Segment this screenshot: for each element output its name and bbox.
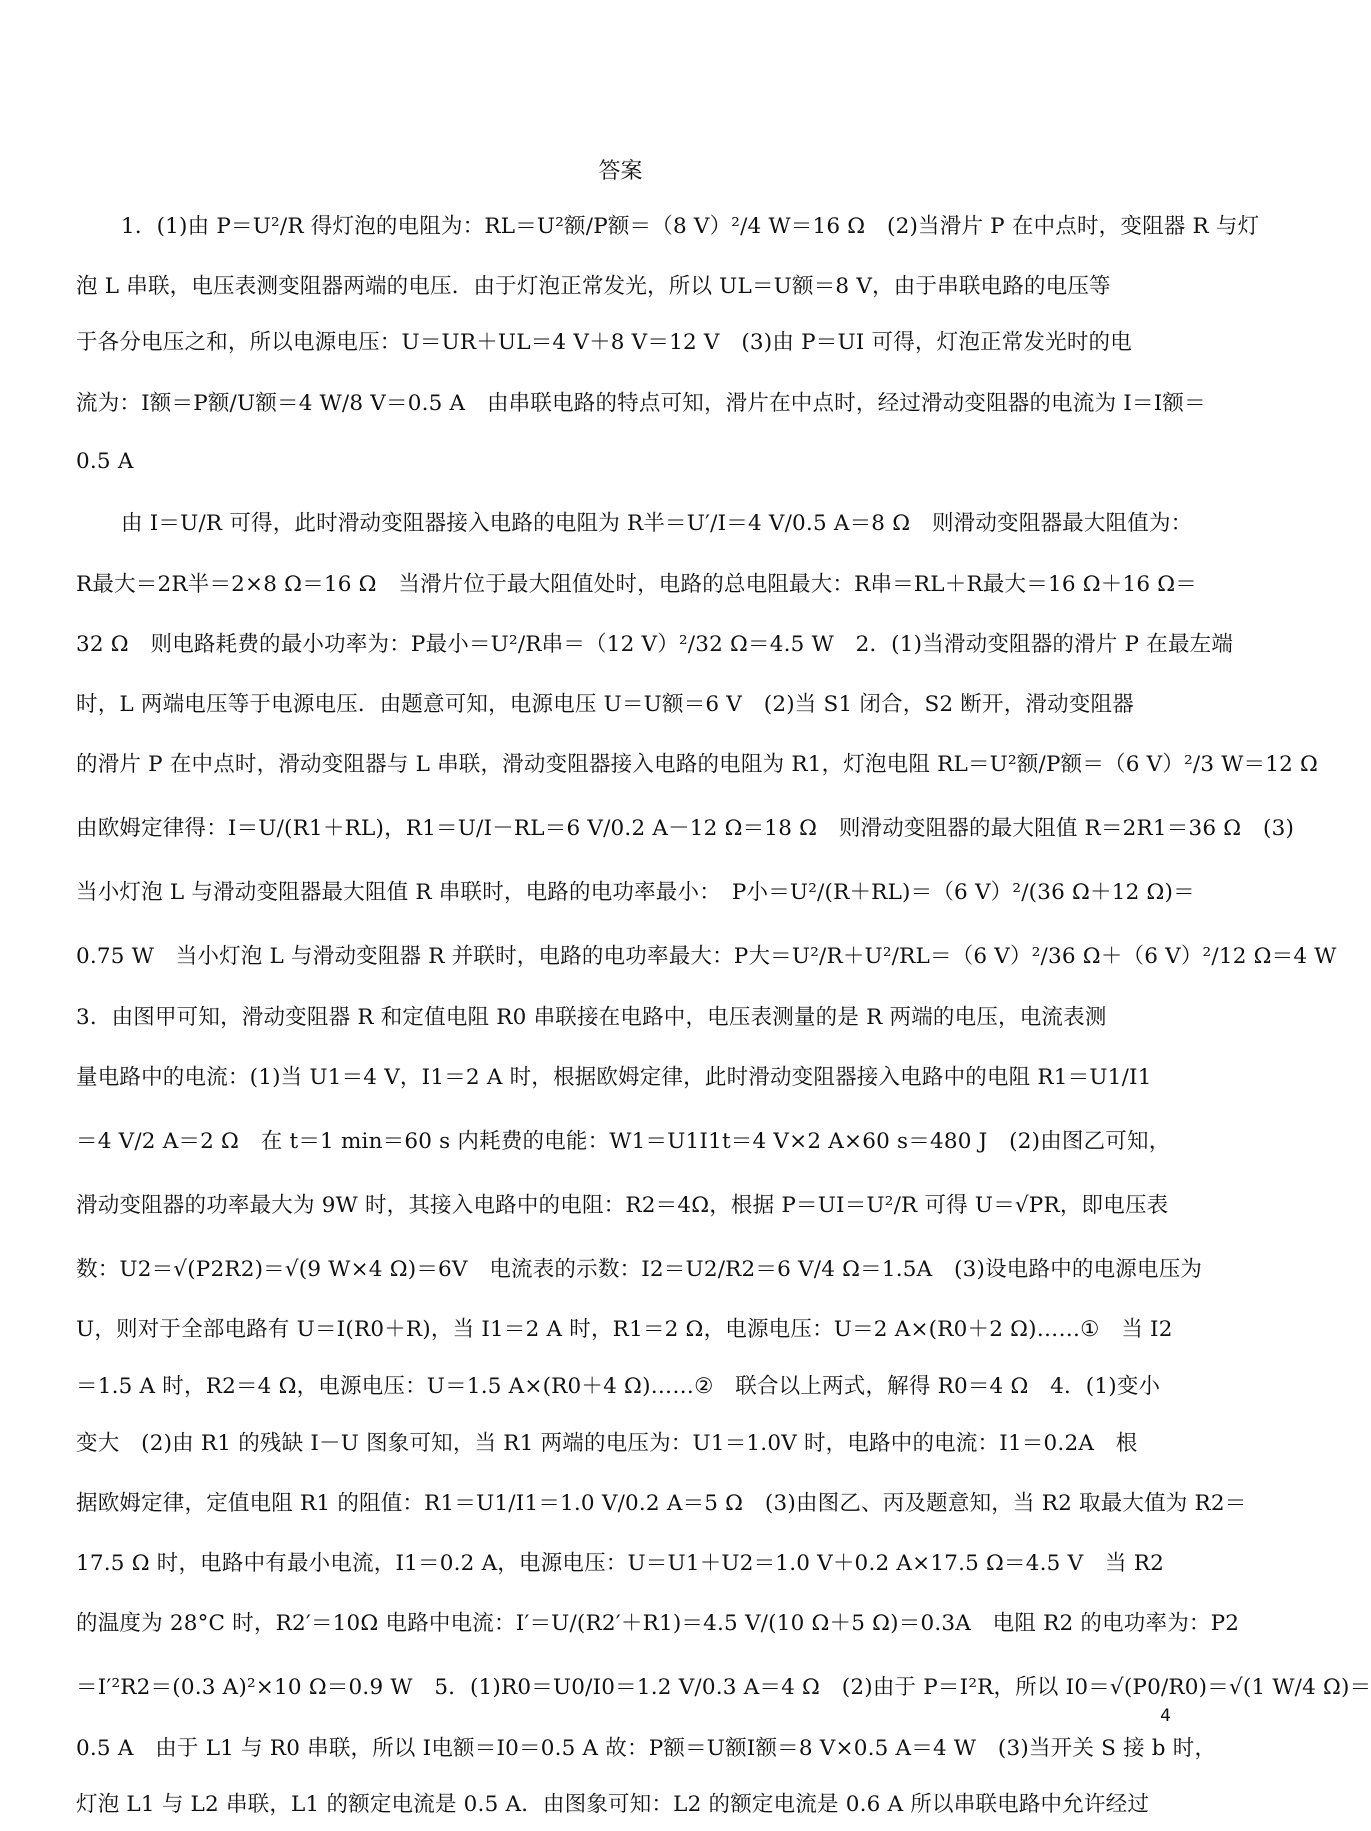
- text-line: 据欧姆定律，定值电阻 R1 的阻值：R1＝U1/I1＝1.0 V/0.2 A＝5 Ω (3)由图乙、丙及题意知，当 R2 取最大值为 R2＝: [76, 1490, 1247, 1516]
- text-line: 时，L 两端电压等于电源电压．由题意可知，电源电压 U＝U额＝6 V (2)当 S1 闭合，S2 断开，滑动变阻器: [76, 692, 1134, 718]
- text-line: U，则对于全部电路有 U＝I(R0＋R)，当 I1＝2 A 时，R1＝2 Ω，电源电压：U＝2 A×(R0＋2 Ω)……① 当 I2: [76, 1317, 1173, 1343]
- text-line: 32 Ω 则电路耗费的最小功率为：P最小＝U²/R串＝（12 V）²/32 Ω＝4.5 W 2．(1)当滑动变阻器的滑片 P 在最左端: [76, 631, 1234, 657]
- text-line: 当小灯泡 L 与滑动变阻器最大阻值 R 串联时，电路的电功率最小： P小＝U²/(R＋RL)＝（6 V）²/(36 Ω＋12 Ω)＝: [76, 880, 1195, 906]
- text-line: 0.75 W 当小灯泡 L 与滑动变阻器 R 并联时，电路的电功率最大：P大＝U²/R＋U²/RL＝（6 V）²/36 Ω＋（6 V）²/12 Ω＝4 W: [76, 944, 1337, 970]
- text-line: 的温度为 28°C 时，R2′＝10Ω 电路中电流：I′＝U/(R2′＋R1)＝4.5 V/(10 Ω＋5 Ω)＝0.3A 电阻 R2 的电功率为：P2: [76, 1611, 1240, 1637]
- text-line: 量电路中的电流：(1)当 U1＝4 V，I1＝2 A 时，根据欧姆定律，此时滑动变阻器接入电路中的电阻 R1＝U1/I1: [76, 1065, 1152, 1091]
- text-line: 0.5 A 由于 L1 与 R0 串联，所以 I电额＝I0＝0.5 A 故：P额＝U额I额＝8 V×0.5 A＝4 W (3)当开关 S 接 b 时，: [76, 1735, 1217, 1761]
- text-line: 17.5 Ω 时，电路中有最小电流，I1＝0.2 A，电源电压：U＝U1＋U2＝1.0 V＋0.2 A×17.5 Ω＝4.5 V 当 R2: [76, 1551, 1165, 1577]
- text-line: 由欧姆定律得：I＝U/(R1＋RL)，R1＝U/I－RL＝6 V/0.2 A－12 Ω＝18 Ω 则滑动变阻器的最大阻值 R＝2R1＝36 Ω (3): [76, 816, 1295, 842]
- text-line: 流为：I额＝P额/U额＝4 W/8 V＝0.5 A 由串联电路的特点可知，滑片在中点时，经过滑动变阻器的电流为 I＝I额＝: [76, 390, 1206, 416]
- text-line: 灯泡 L1 与 L2 串联，L1 的额定电流是 0.5 A．由图象可知：L2 的额定电流是 0.6 A 所以串联电路中允许经过: [76, 1792, 1150, 1818]
- text-line: 的滑片 P 在中点时，滑动变阻器与 L 串联，滑动变阻器接入电路的电阻为 R1，灯泡电阻 RL＝U²额/P额＝（6 V）²/3 W＝12 Ω: [76, 752, 1319, 778]
- text-line: 1．(1)由 P＝U²/R 得灯泡的电阻为：RL＝U²额/P额＝（8 V）²/4 W＝16 Ω (2)当滑片 P 在中点时，变阻器 R 与灯: [121, 213, 1260, 239]
- text-line: ＝4 V/2 A＝2 Ω 在 t＝1 min＝60 s 内耗费的电能：W1＝U1I1t＝4 V×2 A×60 s＝480 J (2)由图乙可知，: [76, 1129, 1171, 1155]
- page-title: 答案: [598, 159, 643, 184]
- text-line: ＝I′²R2＝(0.3 A)²×10 Ω＝0.9 W 5．(1)R0＝U0/I0＝1.2 V/0.3 A＝4 Ω (2)由于 P＝I²R，所以 I0＝√(P0/R0)＝√(1 W/4 Ω)＝: [76, 1675, 1371, 1701]
- text-line: 变大 (2)由 R1 的残缺 I－U 图象可知，当 R1 两端的电压为：U1＝1.0V 时，电路中的电流：I1＝0.2A 根: [76, 1430, 1138, 1456]
- answer-body: [76, 192, 1371, 1831]
- text-line: 滑动变阻器的功率最大为 9W 时，其接入电路中的电阻：R2＝4Ω，根据 P＝UI＝U²/R 可得 U＝√PR，即电压表: [76, 1193, 1169, 1219]
- text-line: R最大＝2R半＝2×8 Ω＝16 Ω 当滑片位于最大阻值处时，电路的总电阻最大：R串＝RL＋R最大＝16 Ω＋16 Ω＝: [76, 571, 1197, 597]
- text-line: 数：U2＝√(P2R2)＝√(9 W×4 Ω)＝6V 电流表的示数：I2＝U2/R2＝6 V/4 Ω＝1.5A (3)设电路中的电源电压为: [76, 1257, 1203, 1283]
- text-line: 由 I＝U/R 可得，此时滑动变阻器接入电路的电阻为 R半＝U′/I＝4 V/0.5 A＝8 Ω 则滑动变阻器最大阻值为：: [121, 511, 1193, 537]
- text-line: 3．由图甲可知，滑动变阻器 R 和定值电阻 R0 串联接在电路中，电压表测量的是 R 两端的电压，电流表测: [76, 1004, 1107, 1030]
- text-line: ＝1.5 A 时，R2＝4 Ω，电源电压：U＝1.5 A×(R0＋4 Ω)……② 联合以上两式，解得 R0＝4 Ω 4．(1)变小: [76, 1373, 1161, 1399]
- page-number: 4: [1160, 1706, 1171, 1726]
- text-line: 于各分电压之和，所以电源电压：U＝UR＋UL＝4 V＋8 V＝12 V (3)由 P＝UI 可得，灯泡正常发光时的电: [76, 330, 1132, 356]
- text-line: 泡 L 串联，电压表测变阻器两端的电压．由于灯泡正常发光，所以 UL＝U额＝8 V，由于串联电路的电压等: [76, 273, 1111, 299]
- text-line: 0.5 A: [76, 448, 134, 474]
